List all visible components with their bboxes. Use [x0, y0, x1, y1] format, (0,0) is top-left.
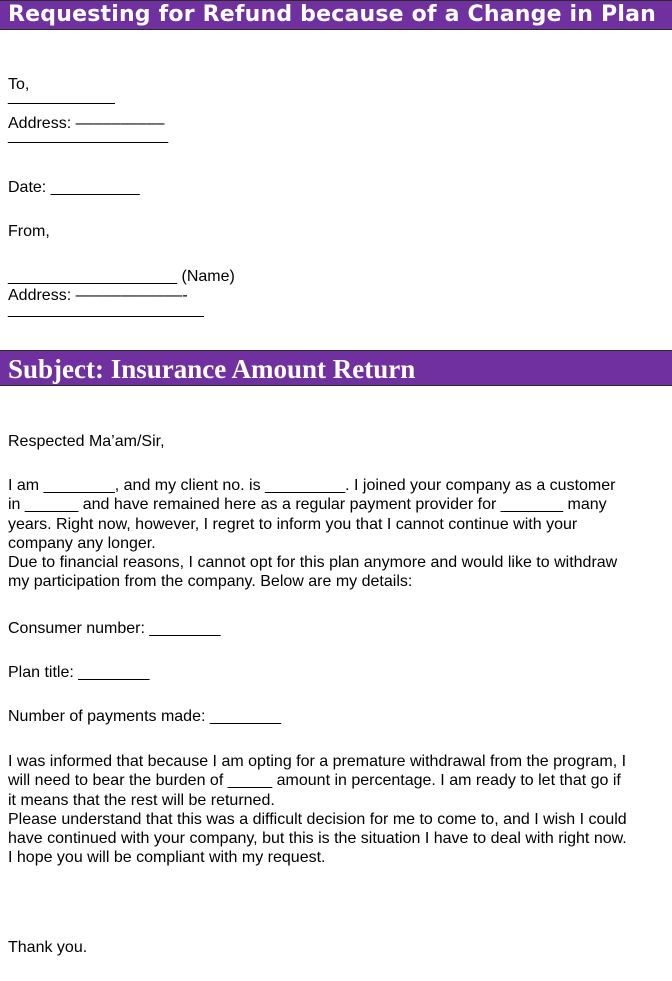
sender-name-field: ___________________ (Name): [8, 268, 235, 285]
recipient-address-blank: __________________: [8, 127, 169, 144]
document-title-banner: [0, 0, 672, 30]
to-blank: ____________: [8, 88, 115, 105]
recipient-address: Address: ––––––––––: [8, 115, 165, 132]
payments-made-field: Number of payments made: ________: [8, 708, 282, 725]
subject-banner: [0, 350, 672, 386]
closing: Thank you.: [8, 939, 88, 956]
to-label: To,: [8, 76, 30, 93]
sender-address: Address: ––––––––––––-: [8, 287, 188, 304]
consumer-number-field: Consumer number: ________: [8, 620, 221, 637]
body-paragraph-1: I am ________, and my client no. is _________. I joined your company as a customer in ______ and have remained here as a regular payment provider for _______ many years. Right now, however, I regret to inform you that I cannot continue with your company any longer. Due to financial reasons, I cannot opt for this plan anymore and would like to withdraw my participation from the company. Below are my details:: [8, 477, 618, 591]
from-label: From,: [8, 223, 50, 240]
salutation: Respected Ma’am/Sir,: [8, 433, 165, 450]
sender-address-blank: ______________________: [8, 301, 204, 318]
document-title: Requesting for Refund because of a Change in Plan: [8, 2, 656, 27]
date-field: Date: __________: [8, 179, 140, 196]
body-paragraph-2: I was informed that because I am opting for a premature withdrawal from the program, I will need to bear the burden of _____ amount in percentage. I am ready to let that go if it means that the rest will be returned. Please understand that this was a difficult decision for me to come to, and I wish I could have continued with your company, but this is the situation I have to deal with right now. I hope you will be compliant with my request.: [8, 753, 627, 867]
plan-title-field: Plan title: ________: [8, 664, 150, 681]
subject-title: Subject: Insurance Amount Return: [8, 354, 416, 384]
